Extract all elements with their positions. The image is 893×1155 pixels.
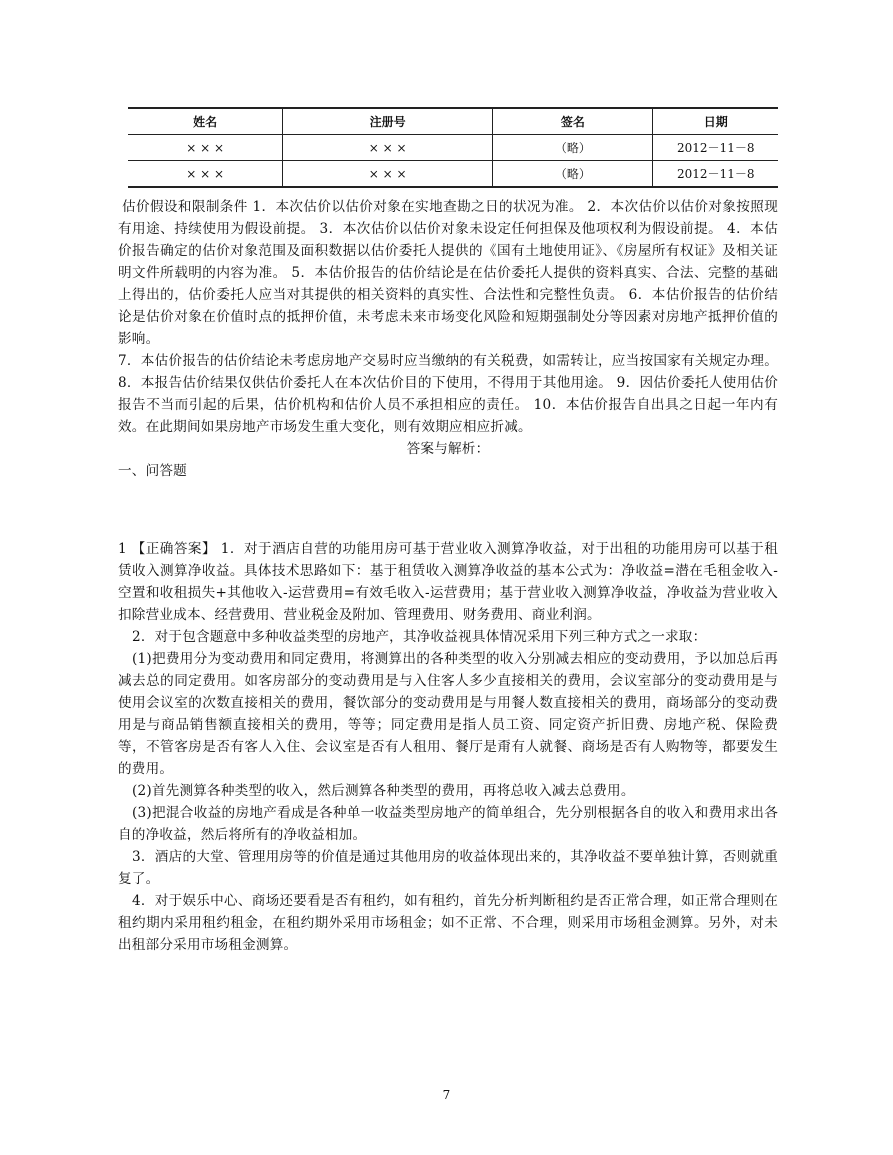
table-row xyxy=(128,135,778,161)
assumptions-paragraph-2: 7．本估价报告的估价结论未考虑房地产交易时应当缴纳的有关税费，如需转让，应当按国家有关规定办理。 8．本报告估价结果仅供估价委托人在本次估价目的下使用，不得用于其他用途。 9．因估价委托人使用估价报告不当而引起的后果，估价机构和估价人员不承担相应的责任。 10．本估价报告自出具之日起一年内有效。在此期间如果房地产市场发生重大变化，则有效期应相应折减。 xyxy=(118,353,778,435)
cell-name: × × × xyxy=(128,161,283,188)
cell-date: 2012－11－8 xyxy=(653,161,778,188)
answer-3-paragraph: 3．酒店的大堂、管理用房等的价值是通过其他用房的收益体现出来的，其净收益不要单独计算，否则就重复了。 xyxy=(118,849,778,887)
answer-1-paragraph: 1 【正确答案】 1．对于酒店自营的功能用房可基于营业收入测算净收益，对于出租的功能用房可以基于租赁收入测算净收益。具体技术思路如下：基于租赁收入测算净收益的基本公式为：净收益=潜在毛租金收入-空置和收租损失+其他收入-运营费用=有效毛收入-运营费用；基于营业收入测算净收益，净收益为营业收入扣除营业成本、经营费用、营业税金及附加、管理费用、财务费用、商业利润。 xyxy=(118,541,778,623)
answer-2-paragraph: 2．对于包含题意中多种收益类型的房地产，其净收益视具体情况采用下列三种方式之一求取： xyxy=(132,629,707,645)
answer-2-1-paragraph: (1)把费用分为变动费用和同定费用，将测算出的各种类型的收入分别减去相应的变动费用，予以加总后再减去总的同定费用。如客房部分的变动费用是与入住客人多少直接相关的费用，会议室部分的变动费用是与使用会议室的次数直接相关的费用，餐饮部分的变动费用是与用餐人数直接相关的费用，商场部分的变动费用是与商品销售额直接相关的费用，等等；同定费用是指人员工资、同定资产折旧费、房地产税、保险费等，不管客房是否有客人入住、会议室是否有人租用、餐厅是甭有人就餐、商场是否有人购物等，都要发生的费用。 xyxy=(118,651,778,777)
table-row xyxy=(128,161,778,188)
cell-registration-number: × × × xyxy=(283,161,493,188)
answer-2-3-paragraph: (3)把混合收益的房地产看成是各种单一收益类型房地产的简单组合，先分别根据各自的收入和费用求出各自的净收益，然后将所有的净收益相加。 xyxy=(118,805,778,843)
answer-2-2-paragraph: (2)首先测算各种类型的收入，然后测算各种类型的费用，再将总收入减去总费用。 xyxy=(132,783,635,799)
answer-heading: 答案与解析： xyxy=(406,441,490,457)
header-name: 姓名 xyxy=(128,108,283,135)
cell-date: 2012－11－8 xyxy=(653,135,778,161)
header-date: 日期 xyxy=(653,108,778,135)
answer-4-paragraph: 4．对于娱乐中心、商场还要看是否有租约，如有租约，首先分析判断租约是否正常合理，如正常合理则在租约期内采用租约租金，在租约期外采用市场租金；如不正常、不合理，则采用市场租金测算。另外，对未出租部分采用市场租金测算。 xyxy=(118,893,778,953)
page-number: 7 xyxy=(442,1088,451,1102)
assumptions-paragraph: 估价假设和限制条件 1．本次估价以估价对象在实地查勘之日的状况为准。 2．本次估价以估价对象按照现有用途、持续使用为假设前提。 3．本次估价以估价对象未设定任何担保及他项权利为假设前提。 4．本估价报告确定的估价对象范围及面积数据以估价委托人提供的《国有土地使用证》、《房屋所有权证》及相关证明文件所载明的内容为准。 5．本估价报告的估价结论是在估价委托人提供的资料真实、合法、完整的基础上得出的，估价委托人应当对其提供的相关资料的真实性、合法性和完整性负责。 6．本估价报告的估价结论是估价对象在价值时点的抵押价值，未考虑未来市场变化风险和短期强制处分等因素对房地产抵押价值的影响。 xyxy=(118,199,778,347)
cell-name: × × × xyxy=(128,135,283,161)
cell-signature: （略） xyxy=(493,135,653,161)
signature-table xyxy=(128,107,778,188)
section-heading: 一、问答题 xyxy=(118,463,187,479)
cell-signature: （略） xyxy=(493,161,653,188)
header-signature: 签名 xyxy=(493,108,653,135)
header-registration-number: 注册号 xyxy=(283,108,493,135)
assumptions-section xyxy=(118,196,778,482)
table-header-row xyxy=(128,108,778,135)
answer-section xyxy=(118,538,778,956)
cell-registration-number: × × × xyxy=(283,135,493,161)
